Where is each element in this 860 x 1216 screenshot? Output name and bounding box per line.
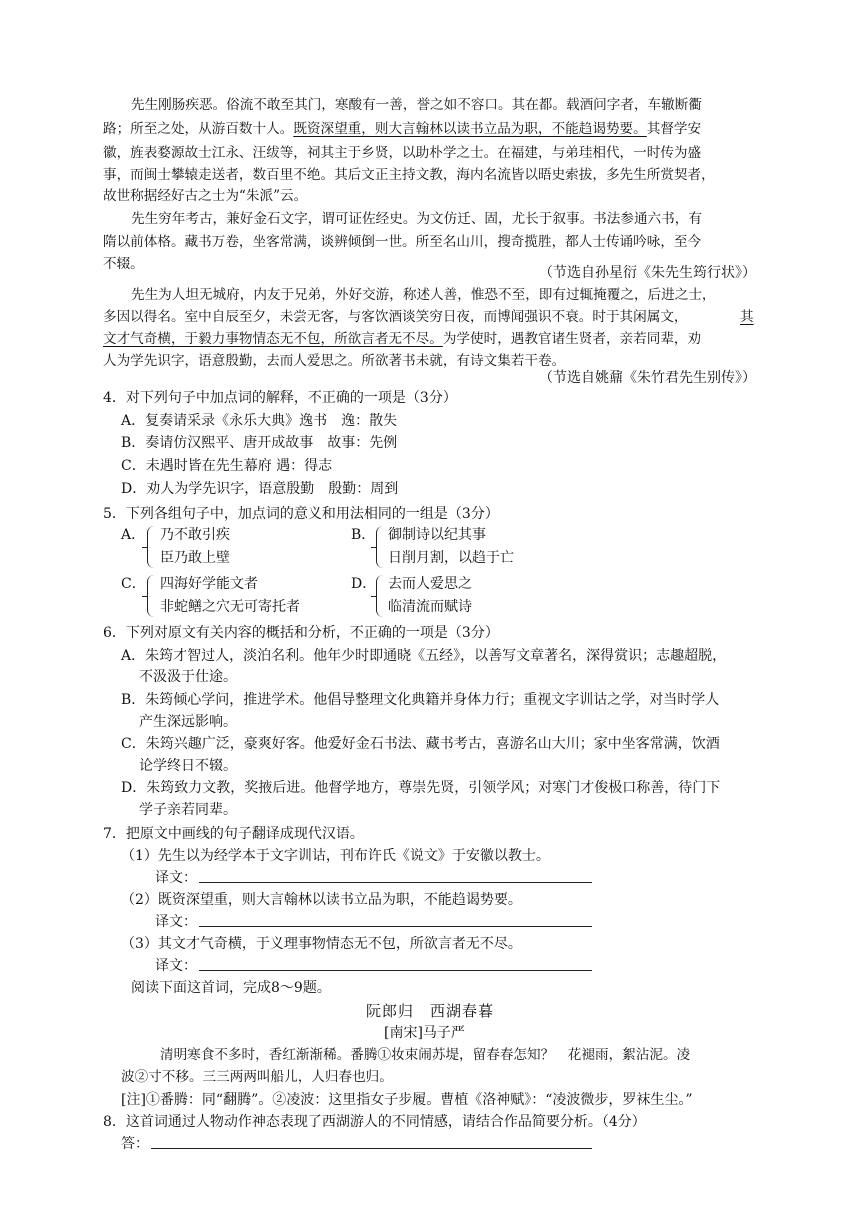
poem-author: [南宋]马子严 [384, 1025, 465, 1041]
passage1-text: 路；所至之处，从游百数十人。 [103, 121, 294, 137]
passage1-line [103, 118, 701, 140]
q4-option-d: D．劝人为学先识字，语意殷勤 殷勤：周到 [121, 481, 399, 497]
q7-answer-label-3: 译文： [155, 958, 197, 974]
q7-answer-line-3[interactable] [199, 970, 592, 971]
q6-option-b: B．朱筠倾心学问，推进学术。他倡导整理文化典籍并身体力行；重视文字训诂之学，对当时学人 [121, 692, 720, 708]
q5-option-b-2: 日削月割，以趋于亡 [388, 550, 514, 566]
q7-answer-label-2: 译文： [155, 914, 197, 930]
q5-option-b-label: B． [351, 527, 376, 543]
q4-option-c: C．未遇时皆在先生幕府 遇：得志 [121, 458, 333, 474]
passage1-line: 不辍。 [103, 256, 144, 272]
passage1-line: 事，而闽士攀辕走送者，数百里不绝。其后文正主持文教，海内名流皆以晤史索拔，多先生所赏契者， [103, 167, 715, 183]
q7-item-1: （1）先生以为经学本于文字训诂，刊布许氏《说文》于安徽以教士。 [121, 848, 550, 864]
underlined-sentence-3: 文才气奇横，于毅力事物情态无不包，所欲言者无不尽。 [103, 331, 443, 347]
q5-option-a-label: A． [121, 527, 146, 543]
brace-icon [376, 575, 383, 617]
passage1-line: 故世称据经好古之士为“朱派”云。 [103, 188, 308, 204]
passage2-line: 人为学先识字，语意殷勤，去而人爱思之。所欲著书未就，有诗文集若干卷。 [103, 353, 566, 369]
passage1-text: 其督学安 [646, 121, 702, 137]
q8-answer-line[interactable] [151, 1148, 592, 1149]
brace-icon [376, 526, 383, 568]
q6-stem: 6．下列对原文有关内容的概括和分析，不正确的一项是（3分） [103, 625, 499, 641]
passage1-line: 徽，旌表婺源故士江永、汪绂等，祠其主于乡贤，以助朴学之士。在福建，与弟珪相代，一时传为盛 [103, 145, 702, 161]
passage2-line: 多因以得名。室中自辰至夕，未尝无客，与客饮酒谈笑穷日夜，而博闻强识不衰。时于其闲属文， [103, 309, 688, 325]
poem-line-2: 波②寸不移。三三两两叫船儿，人归春也归。 [121, 1069, 393, 1085]
q5-stem: 5．下列各组句子中，加点词的意义和用法相同的一组是（3分） [103, 506, 499, 522]
poem-title: 阮郎归 西湖春暮 [366, 1002, 495, 1020]
passage1-line: 先生刚肠疾恶。俗流不敢至其门，寒酸有一善，誉之如不容口。其在都。载酒问字者，车辙断衢 [131, 97, 702, 113]
q5-option-d-label: D． [351, 576, 377, 592]
brace-icon [147, 575, 154, 617]
poem-note: [注]①番腾：同“翻腾”。②凌波：这里指女子步履。曹植《洛神赋》：“凌波微步，罗袜生尘。” [121, 1092, 693, 1108]
q5-option-b-1: 御制诗以纪其事 [388, 527, 486, 543]
q6-option-d-cont: 学子亲若同辈。 [139, 802, 237, 818]
underlined-sentence-2: 既资深望重，则大言翰林以读书立品为职，不能趋谒势要。 [293, 121, 647, 137]
q5-option-d-1: 去而人爱思之 [388, 576, 472, 592]
q5-option-c-1: 四海好学能文者 [160, 576, 258, 592]
q8-answer-label: 答： [121, 1136, 149, 1152]
q7-answer-line-2[interactable] [199, 926, 592, 927]
q5-option-a-2: 臣乃敢上壁 [160, 550, 230, 566]
q6-option-c: C．朱筠兴趣广泛，豪爽好客。他爱好金石书法、藏书考古，喜游名山大川；家中坐客常满，饮酒 [121, 736, 720, 752]
passage2-text: 为学使时，遇教官诸生贤者，亲若同辈，劝 [442, 331, 702, 347]
passage2-line [103, 328, 701, 350]
poem-line-1: 清明寒食不多时，香红渐渐稀。番腾①妆束闹苏堤，留春春怎知？ 花褪雨，絮沾泥。凌 [160, 1047, 691, 1063]
passage2-line: 先生为人坦无城府，内友于兄弟，外好交游，称述人善，惟恐不至，即有过辄掩覆之，后进之士， [131, 287, 716, 303]
q4-option-a: A．复奏请采录《永乐大典》逸书 逸：散失 [121, 413, 398, 429]
q7-answer-label-1: 译文： [155, 870, 197, 886]
q6-option-d: D．朱筠致力文教，奖掖后进。他督学地方，尊崇先贤，引领学风；对寒门才俊极口称善，待门下 [121, 780, 721, 796]
q5-option-d-2: 临清流而赋诗 [388, 599, 472, 615]
q7-answer-line-1[interactable] [199, 882, 592, 883]
q5-option-a-1: 乃不敢引疾 [160, 527, 230, 543]
q5-option-c-label: C． [121, 576, 146, 592]
passage2-underline-start: 其 [740, 309, 754, 325]
q6-option-b-cont: 产生深远影响。 [139, 714, 237, 730]
q7-stem: 7．把原文中画线的句子翻译成现代汉语。 [103, 826, 364, 842]
q4-option-b: B．奏请仿汉熙平、唐开成故事 故事：先例 [121, 435, 398, 451]
q5-option-c-2: 非蛇鳝之穴无可寄托者 [160, 599, 300, 615]
passage1-source: （节选自孙星衍《朱先生筠行状》） [539, 265, 756, 281]
passage2-source: （节选自姚鼐《朱竹君先生别传》） [539, 370, 756, 386]
q8-stem: 8．这首词通过人物动作神态表现了西湖游人的不同情感，请结合作品简要分析。（4分） [103, 1114, 646, 1130]
q6-option-c-cont: 论学终日不辍。 [139, 758, 237, 774]
q6-option-a: A．朱筠才智过人，淡泊名利。他年少时即通晓《五经》，以善写文章著名，深得赏识；志趣超脱， [121, 648, 727, 664]
brace-icon [147, 526, 154, 568]
q4-stem: 4．对下列句子中加点词的解释，不正确的一项是（3分） [103, 390, 457, 406]
q7-item-3: （3）其文才气奇横，于义理事物情态无不包，所欲言者无不尽。 [121, 936, 522, 952]
poem-intro: 阅读下面这首词，完成8～9题。 [131, 980, 331, 996]
q6-option-a-cont: 不汲汲于仕途。 [139, 669, 237, 685]
passage1-line: 先生穷年考古，兼好金石文字，谓可证佐经史。为文仿迁、固，尤长于叙事。书法参通六书，有 [131, 211, 702, 227]
q7-item-2: （2）既资深望重，则大言翰林以读书立品为职，不能趋谒势要。 [121, 892, 522, 908]
passage1-line: 隋以前体格。藏书万卷，坐客常满，谈辨倾倒一世。所至名山川，搜奇揽胜，都人士传诵吟咏，至今 [103, 234, 702, 250]
